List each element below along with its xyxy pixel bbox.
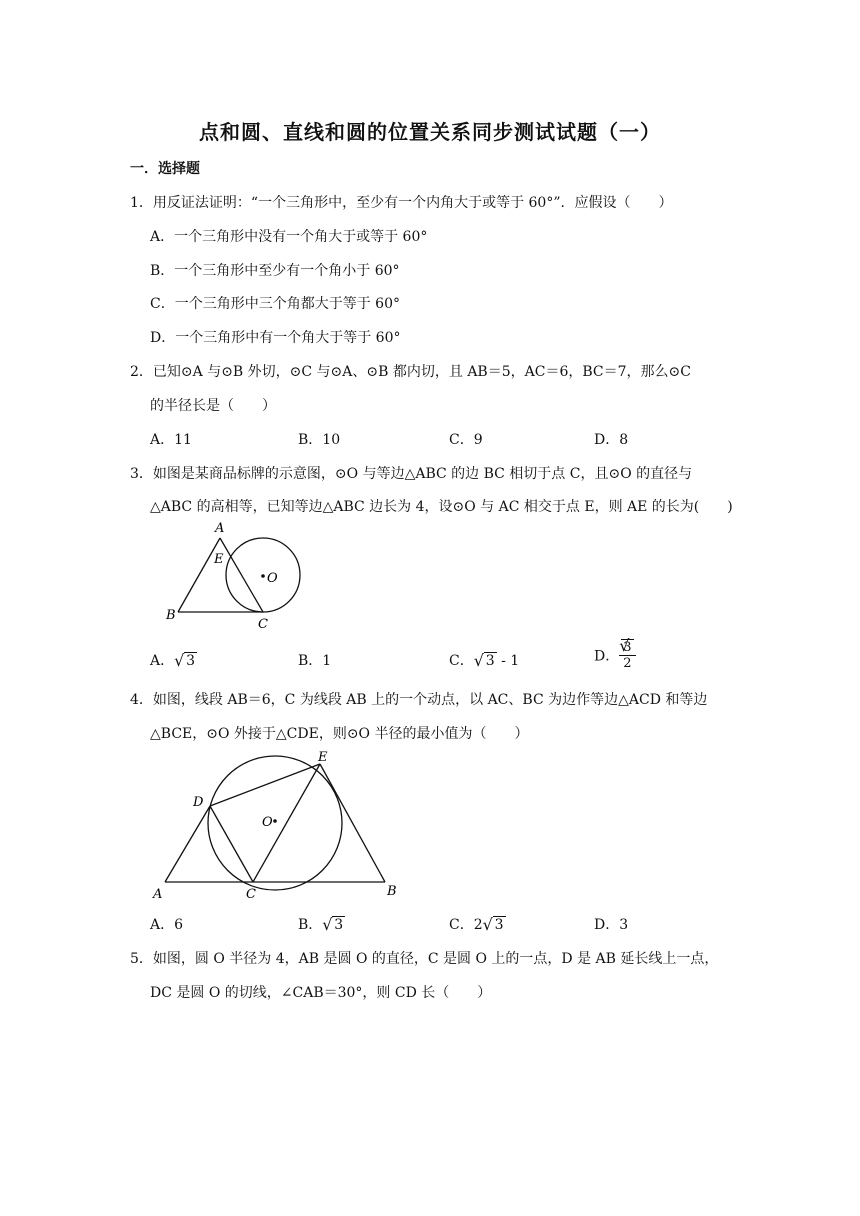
sqrt-sign (174, 653, 197, 669)
q4-side-ad (165, 806, 210, 882)
q4-label-c: C (246, 887, 256, 902)
q4-label-d: D (193, 795, 204, 810)
q4-side-dc (210, 806, 253, 882)
q1-option-a: A．一个三角形中没有一个角大于或等于 60° (150, 229, 428, 245)
q4-label-b: B (387, 884, 397, 899)
sqrt-sign (483, 917, 506, 933)
q1-option-c: C．一个三角形中三个角都大于等于 60° (150, 296, 400, 312)
q4-option-a: A．6 (150, 917, 184, 933)
q3-label-c: C (258, 617, 268, 632)
q3-side-ab (178, 538, 220, 612)
q4-option-c-prefix: C．2 (449, 917, 483, 933)
q4-option-c-radicand: 3 (494, 917, 504, 933)
q4-option-b-prefix: B． (298, 917, 323, 933)
q3-option-c-prefix: C． (449, 653, 474, 669)
q3-label-b: B (166, 608, 176, 623)
q4-stem-line1: 4．如图，线段 AB＝6，C 为线段 AB 上的一个动点，以 AC、BC 为边作等边△ACD 和等边 (130, 692, 708, 708)
q4-side-eb (320, 764, 385, 882)
q2-option-a: A．11 (150, 432, 192, 448)
q3-option-d-denominator: 2 (623, 656, 632, 671)
fraction (619, 640, 635, 671)
q4-option-b (298, 914, 345, 934)
fraction-numerator (619, 640, 635, 656)
q3-option-d-prefix: D． (594, 648, 620, 665)
q3-center-dot (261, 574, 265, 578)
q3-option-a (150, 650, 197, 670)
q3-option-a-radicand: 3 (186, 653, 196, 669)
q3-label-o: O (267, 571, 278, 586)
q4-label-o: O (262, 815, 273, 830)
q5-stem-line2: DC 是圆 O 的切线，∠CAB＝30°，则 CD 长（ ） (150, 985, 492, 1001)
q4-center-dot (273, 819, 277, 823)
q3-option-b: B．1 (298, 653, 332, 669)
q4-stem-line2: △BCE，⊙O 外接于△CDE，则⊙O 半径的最小值为（ ） (150, 726, 529, 742)
section-heading: 一．选择题 (130, 161, 200, 177)
q4-label-e: E (318, 750, 328, 765)
q3-stem-line1: 3．如图是某商品标牌的示意图，⊙O 与等边△ABC 的边 BC 相切于点 C，且⊙O 的直径与 (130, 466, 693, 482)
q2-option-d: D．8 (594, 432, 629, 448)
q2-option-c: C．9 (449, 432, 483, 448)
q3-figure (160, 520, 310, 635)
q3-option-c-suffix: - 1 (496, 653, 520, 669)
sqrt-sign (474, 653, 497, 669)
q3-option-c-radicand: 3 (485, 653, 495, 669)
q1-option-d: D．一个三角形中有一个角大于等于 60° (150, 330, 401, 346)
q4-option-d: D．3 (594, 917, 629, 933)
page-title: 点和圆、直线和圆的位置关系同步测试试题（一） (199, 120, 661, 144)
sqrt-sign (322, 917, 345, 933)
q3-label-e: E (214, 552, 224, 567)
q3-stem-line2: △ABC 的高相等，已知等边△ABC 边长为 4，设⊙O 与 AC 相交于点 E，则 AE 的长为( ) (150, 499, 733, 515)
q2-stem-line1: 2．已知⊙A 与⊙B 外切，⊙C 与⊙A、⊙B 都内切，且 AB＝5，AC＝6，BC＝7，那么⊙C (130, 364, 691, 380)
q4-label-a: A (153, 887, 163, 902)
q3-label-a: A (215, 521, 225, 536)
q3-option-d (594, 640, 636, 671)
q4-option-c (449, 914, 506, 934)
q1-stem: 1．用反证法证明：“一个三角形中，至少有一个内角大于或等于 60°”．应假设（ ） (130, 195, 673, 211)
q2-option-b: B．10 (298, 432, 341, 448)
q5-stem-line1: 5．如图，圆 O 半径为 4，AB 是圆 O 的直径，C 是圆 O 上的一点，D 是 AB 延长线上一点， (130, 951, 719, 967)
q1-option-b: B．一个三角形中至少有一个角小于 60° (150, 263, 400, 279)
q4-side-de (210, 764, 320, 806)
q4-circle-o (208, 756, 342, 890)
q3-option-c (449, 650, 519, 670)
q4-figure (145, 748, 405, 903)
q3-option-d-numerator: 3 (623, 640, 632, 655)
q4-option-b-radicand: 3 (334, 917, 344, 933)
q3-option-a-prefix: A． (150, 653, 175, 669)
q2-stem-line2: 的半径长是（ ） (150, 398, 276, 414)
